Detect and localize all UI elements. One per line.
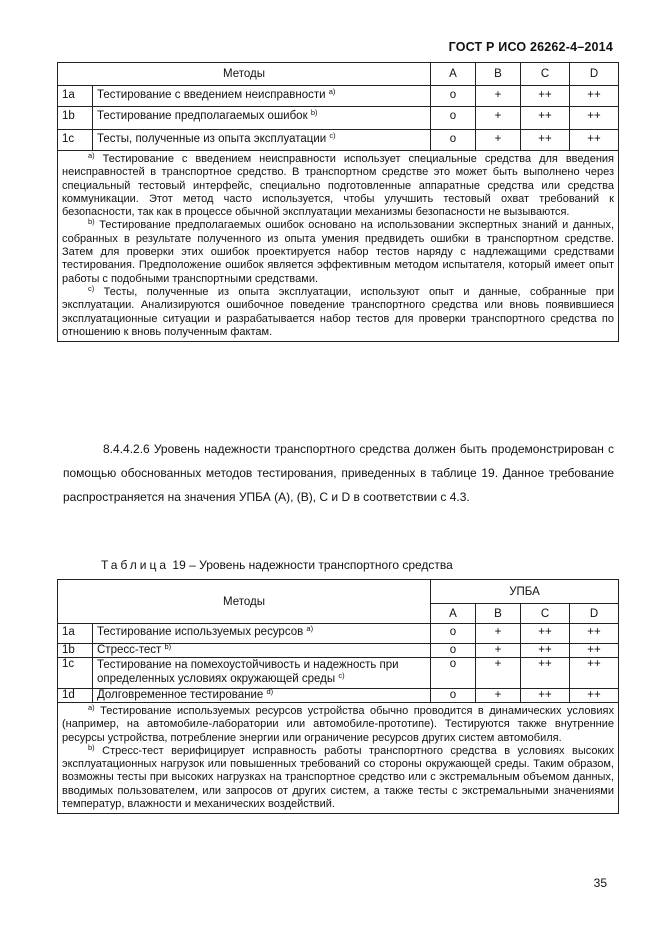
cell-c: ++ [521,86,570,107]
table-header-row [58,63,619,86]
cell-d: ++ [570,689,619,703]
row-method: Тесты, полученные из опыта эксплуатации $^{c)}$ [93,130,431,151]
methods-header: Методы [58,63,431,86]
caption-label: Таблица [101,558,170,572]
note-b: $^{b)}$ Стресс-тест верифицирует исправность работы транспортного средства в условиях высоких эксплуатационных нагрузок или повышенных требований со стороны окружающей среды. Таким образом, возможны тесты при высоких нагрузках на транспортное средство или с экстремальным объемом данных, вводимых пользователем, или запросов от других систем, а также тесты с экстремальными значениями температур, влажности и механических воздействий. [62,742,614,811]
note-a: $^{a)}$ Тестирование используемых ресурсов устройства обычно проводится в динамических условиях (например, на автомобиле-лаборатории или автомобиле-прототипе). Тестируются также внутренние ресурсы устройства, потребление энергии или ограничение ресурсов других систем автомобиля. [62,703,614,744]
table-row [58,689,619,703]
table-row [58,130,619,151]
row-method: Тестирование предполагаемых ошибок $^{b)}$ [93,107,431,130]
col-d-header: D [570,63,619,86]
cell-c: ++ [521,689,570,703]
cell-a: o [431,658,476,689]
cell-b: + [476,624,521,644]
row-method: Тестирование на помехоустойчивость и надежность при определенных условиях окружающей среды $^{c)}$ [93,658,431,689]
row-id: 1c [58,658,93,689]
cell-d: ++ [570,130,619,151]
cell-a: o [431,130,476,151]
cell-b: + [476,644,521,658]
cell-b: + [476,689,521,703]
cell-c: ++ [521,644,570,658]
col-b-header: B [476,63,521,86]
cell-a: o [431,644,476,658]
row-id: 1b [58,644,93,658]
table-notes-row [58,703,619,814]
cell-c: ++ [521,130,570,151]
cell-d: ++ [570,644,619,658]
document-header: ГОСТ Р ИСО 26262-4–2014 [448,40,613,54]
cell-d: ++ [570,107,619,130]
cell-b: + [476,107,521,130]
cell-d: ++ [570,658,619,689]
cell-d: ++ [570,86,619,107]
methods-header: Методы [58,580,431,624]
row-id: 1b [58,107,93,130]
table-notes [58,151,619,342]
col-a-header: A [431,604,476,624]
table-19 [57,579,619,814]
caption-title: – Уровень надежности транспортного средства [189,558,453,572]
cell-b: + [476,130,521,151]
note-a: $^{a)}$ Тестирование с введением неисправности использует специальные средства для введения неисправностей в транспортное средство. В транспортном средстве это может быть выполнено через специальный тестовый интерфейс, специально подготовленные аппаратные средства или средства коммуникации. Этот метод часто используется, чтобы улучшить тестовый охват требований к безопасности, так как в процессе обычной эксплуатации механизмы безопасности не вызываются. [62,151,614,219]
col-c-header: C [521,604,570,624]
table-header-row [58,580,619,604]
cell-b: + [476,658,521,689]
cell-a: o [431,107,476,130]
row-method: Стресс-тест $^{b)}$ [93,644,431,658]
col-d-header: D [570,604,619,624]
col-a-header: A [431,63,476,86]
cell-a: o [431,624,476,644]
note-c: $^{c)}$ Тесты, полученные из опыта эксплуатации, используют опыт и данные, собранные при эксплуатации. Анализируются ошибочное поведение транспортного средства или вновь появившиеся эксплуатационные ситуации и разрабатывается набор тестов для проверки транспортного средства по отношению к вновь полученным фактам. [62,283,614,338]
row-method: Долговременное тестирование $^{d)}$ [93,689,431,703]
body-paragraph: 8.4.4.2.6 Уровень надежности транспортного средства должен быть продемонстрирован с помощью обоснованных методов тестирования, приведенных в таблице 19. Данное требование распространяется на значения УПБА (А), (В), С и D в соответствии с 4.3. [63,442,614,504]
table-row [58,86,619,107]
row-id: 1a [58,624,93,644]
row-id: 1c [58,130,93,151]
table-notes [58,703,619,814]
cell-a: o [431,689,476,703]
table-row [58,658,619,689]
row-method: Тестирование с введением неисправности $^{a)}$ [93,86,431,107]
table-row [58,107,619,130]
table-row [58,644,619,658]
col-b-header: B [476,604,521,624]
table-notes-row [58,151,619,342]
row-method: Тестирование используемых ресурсов $^{a)}$ [93,624,431,644]
table-caption [101,558,453,572]
methods-table-continued [57,62,619,342]
caption-number: 19 [172,558,186,572]
cell-c: ++ [521,624,570,644]
row-id: 1d [58,689,93,703]
upba-header: УПБА [431,580,619,604]
cell-c: ++ [521,107,570,130]
cell-b: + [476,86,521,107]
cell-d: ++ [570,624,619,644]
page-number: 35 [593,876,607,890]
cell-c: ++ [521,658,570,689]
cell-a: o [431,86,476,107]
col-c-header: C [521,63,570,86]
table-row [58,624,619,644]
note-b: $^{b)}$ Тестирование предполагаемых ошибок основано на использовании экспертных знаний и данных, собранных в результате полученного из опыта умения предвидеть ошибки в транспортном средстве. Затем для проверки этих ошибок проектируется набор тестов наряду с надлежащими средствами тестирования. Предположение ошибок является эффективным методом испытателя, который имеет опыт работы с подобными транспортными средствами. [62,217,615,285]
row-id: 1a [58,86,93,107]
